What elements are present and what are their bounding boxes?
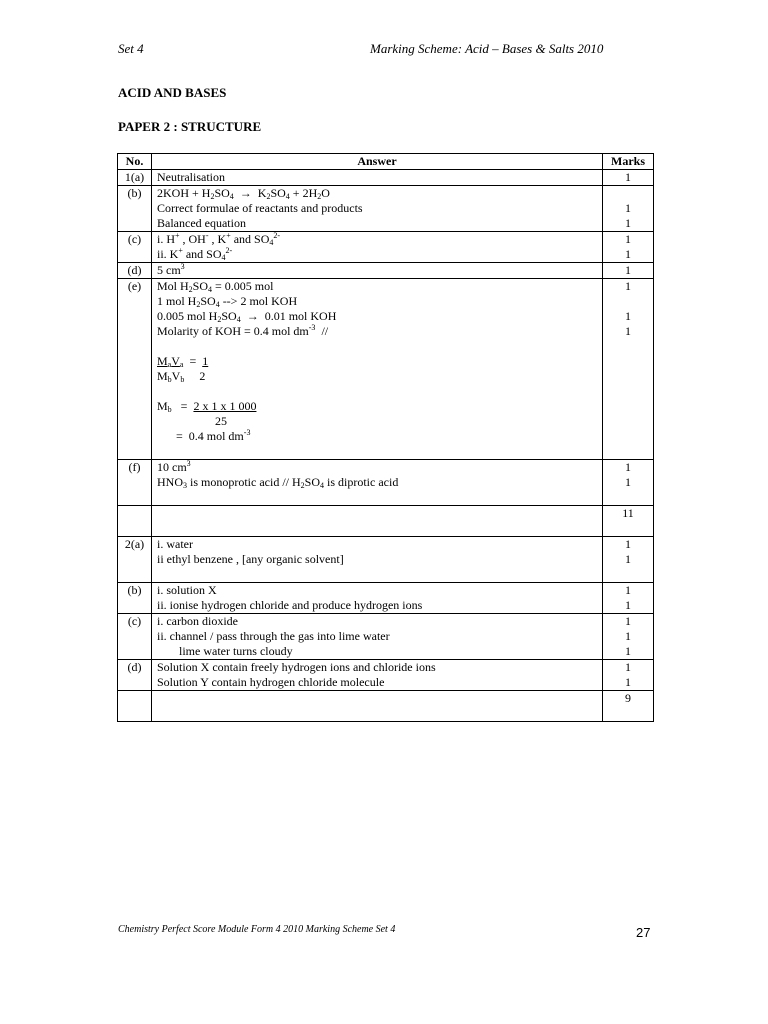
table-row	[118, 263, 654, 279]
mark-value: 1	[625, 644, 631, 658]
answer-line: $HNO_3$ is monoprotic acid // $H_2SO_4$ is diprotic acid	[157, 475, 399, 490]
table-header-row	[118, 154, 654, 170]
table-row	[118, 170, 654, 186]
question-number: (f)	[118, 460, 152, 506]
question-number: (e)	[118, 279, 152, 460]
marks-cell	[603, 537, 654, 583]
marks-cell	[603, 660, 654, 691]
answer-line: 0.005 mol $H_2SO_4 \to 0.01$ mol KOH	[157, 309, 337, 324]
answer-cell: 5 $cm^3$	[152, 263, 603, 279]
table-row	[118, 583, 654, 614]
answer-cell	[152, 279, 603, 460]
marks-cell	[603, 460, 654, 506]
calc-line: $M_b = 2$ x 1 x 1 000	[157, 399, 257, 414]
question-number: (d)	[118, 660, 152, 691]
answer-line: Solution X contain freely hydrogen ions and chloride ions	[157, 660, 436, 674]
answer-cell: Neutralisation	[152, 170, 603, 186]
mark-value: 1	[625, 309, 631, 323]
table-row	[118, 279, 654, 460]
answer-cell	[152, 232, 603, 263]
ratio-line: $M_aV_a = 1$	[157, 354, 209, 369]
calc-line: = 0.4 mol $dm^{-3}$	[176, 428, 251, 443]
mark-value: 1	[625, 660, 631, 674]
col-header-answer: Answer	[152, 154, 603, 170]
answer-line: ii. K+ and $SO_4^{2-}$	[157, 246, 233, 262]
question-number: (c)	[118, 614, 152, 660]
answer-line: 10 $cm^3$	[157, 459, 191, 474]
question-number: (d)	[118, 263, 152, 279]
answer-line: i. H+ , OH- , K+ and $SO_4^{2-}$	[157, 231, 281, 247]
total-marks: 11	[603, 506, 654, 537]
footer-title: Chemistry Perfect Score Module Form 4 2010 Marking Scheme Set 4	[118, 924, 396, 935]
mark-value: 1	[625, 537, 631, 551]
question-number: (b)	[118, 583, 152, 614]
answer-cell	[152, 186, 603, 232]
header-title: Marking Scheme: Acid – Bases & Salts 2010	[370, 41, 604, 56]
question-number: (c)	[118, 232, 152, 263]
mark-value: 1	[625, 629, 631, 643]
answer-line: i. water	[157, 537, 193, 551]
col-header-marks: Marks	[603, 154, 654, 170]
marks-cell: 1	[603, 263, 654, 279]
answer-line: ii. ionise hydrogen chloride and produce hydrogen ions	[157, 598, 423, 612]
col-header-no: No.	[118, 154, 152, 170]
marks-cell: 1	[603, 170, 654, 186]
table-row	[118, 232, 654, 263]
header-set: Set 4	[118, 41, 144, 56]
marks-cell	[603, 583, 654, 614]
answer-line: Balanced equation	[157, 216, 246, 230]
answer-line: i. carbon dioxide	[157, 614, 238, 628]
answer-line: Molarity of KOH = 0.4 mol $dm^{-3}$ //	[157, 323, 329, 338]
mark-value: 1	[625, 552, 631, 566]
page-number: 27	[636, 925, 651, 940]
mark-value: 1	[625, 324, 631, 338]
question-number: 2(a)	[118, 537, 152, 583]
mark-value: 1	[625, 475, 631, 489]
ratio-line: $M_bV_b$ 2	[157, 369, 206, 384]
answer-cell	[152, 614, 603, 660]
mark-value: 1	[625, 232, 631, 246]
section-heading: ACID AND BASES	[118, 85, 227, 100]
total-marks: 9	[603, 691, 654, 722]
answer-cell	[152, 537, 603, 583]
table-row	[118, 460, 654, 506]
answer-cell	[152, 660, 603, 691]
mark-value: 1	[625, 460, 631, 474]
question-number: 1(a)	[118, 170, 152, 186]
paper-heading: PAPER 2 : STRUCTURE	[118, 119, 262, 134]
marks-cell	[603, 279, 654, 460]
mark-value: 1	[625, 279, 631, 293]
mark-value: 1	[625, 583, 631, 597]
answer-line: Mol $H_2SO_4 = 0.005$ mol	[157, 279, 274, 294]
answer-line: lime water turns cloudy	[179, 644, 293, 658]
marking-scheme-table	[117, 153, 654, 722]
answer-line: 1 mol $H_2SO_4$ --> 2 mol KOH	[157, 294, 298, 309]
mark-value	[608, 186, 648, 201]
mark-value: 1	[625, 201, 631, 215]
table-row-total	[118, 506, 654, 537]
calc-line	[157, 414, 597, 429]
table-row	[118, 537, 654, 583]
equation-line: $2KOH + H_2SO_4 \to K_2SO_4 + 2H_2O$	[157, 186, 330, 201]
mark-value: 1	[625, 598, 631, 612]
answer-cell	[152, 583, 603, 614]
mark-value: 1	[625, 216, 631, 230]
answer-line: Solution Y contain hydrogen chloride molecule	[157, 675, 385, 689]
answer-line: Correct formulae of reactants and products	[157, 201, 363, 215]
mark-value	[608, 294, 648, 309]
table-row	[118, 614, 654, 660]
question-number: (b)	[118, 186, 152, 232]
marks-cell	[603, 232, 654, 263]
table-row	[118, 660, 654, 691]
marks-cell	[603, 614, 654, 660]
mark-value: 1	[625, 247, 631, 261]
fraction-denominator: 25	[215, 414, 227, 428]
answer-line: ii ethyl benzene , [any organic solvent]	[157, 552, 344, 566]
mark-value: 1	[625, 614, 631, 628]
fraction-numerator: 2 x 1 x 1 000	[193, 399, 257, 413]
answer-cell	[152, 460, 603, 506]
marks-cell	[603, 186, 654, 232]
answer-line: ii. channel / pass through the gas into lime water	[157, 629, 390, 643]
answer-line: i. solution X	[157, 583, 217, 597]
table-row	[118, 186, 654, 232]
table-row-total	[118, 691, 654, 722]
mark-value: 1	[625, 675, 631, 689]
